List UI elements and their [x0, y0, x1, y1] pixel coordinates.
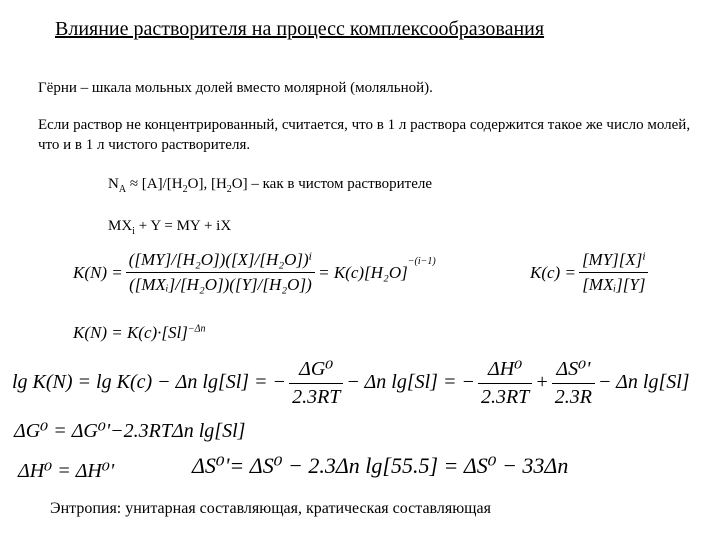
na-text-1: ≈ [A]/[H	[126, 176, 183, 192]
kc-denominator: [MXᵢ][Y]	[579, 272, 648, 295]
na-symbol: N	[108, 176, 119, 192]
kn-lhs: K(N) =	[73, 262, 123, 282]
lg-fraction-3	[552, 356, 595, 409]
reaction-left: MX	[108, 218, 133, 234]
lg-f3-numerator: ΔS⁰'	[556, 358, 591, 380]
kc-numerator: [MY][X]ⁱ	[581, 250, 646, 269]
h2o-subscript-2: 2	[226, 184, 232, 195]
kn-sl-exponent: −Δn	[187, 323, 206, 335]
kc-fraction	[579, 250, 649, 295]
kn-exponent: −(i−1)	[407, 256, 436, 267]
reaction-subscript: i	[132, 226, 135, 237]
lg-part-3: +	[535, 371, 549, 393]
kc-equation	[530, 250, 652, 295]
kn-rhs: = K(c)[H₂O]	[318, 262, 408, 282]
lg-part-1: lg K(N) = lg K(c) − Δn lg[Sl] = −	[12, 371, 287, 393]
delta-s-equation: ΔS⁰'= ΔS⁰ − 2.3Δn lg[55.5] = ΔS⁰ − 33Δn	[192, 453, 569, 478]
h2o-subscript-1: 2	[182, 184, 188, 195]
lg-f2-numerator: ΔH⁰	[488, 358, 523, 380]
lg-f3-denominator: 2.3R	[552, 383, 595, 409]
kn-fraction	[126, 250, 315, 295]
lg-f1-numerator: ΔG⁰	[299, 358, 334, 380]
lg-equation	[12, 356, 690, 409]
lg-f1-denominator: 2.3RT	[289, 383, 343, 409]
lg-f2-denominator: 2.3RT	[478, 383, 532, 409]
reaction-equation	[108, 218, 231, 237]
page-title: Влияние растворителя на процесс комплексообразования	[55, 18, 545, 40]
delta-h-equation: ΔH⁰ = ΔH⁰'	[18, 460, 115, 482]
reaction-right: + Y = MY + iX	[134, 218, 232, 234]
entropy-footer: Энтропия: унитарная составляющая, кратическая составляющая	[50, 500, 491, 517]
na-text-2: O], [H	[187, 176, 227, 192]
kn-sl-text: K(N) = K(c)·[Sl]	[73, 323, 188, 342]
lg-fraction-2	[478, 356, 532, 409]
na-text-3: O] – как в чистом растворителе	[231, 176, 432, 192]
na-subscript: A	[118, 184, 127, 195]
kn-fraction-equation	[73, 250, 436, 295]
mole-fraction-line	[108, 176, 432, 195]
lg-fraction-1	[289, 356, 343, 409]
kn-denominator: ([MXᵢ]/[H₂O])([Y]/[H₂O])	[126, 272, 315, 295]
kn-sl-equation	[73, 323, 206, 343]
gurney-scale-line: Гёрни – шкала мольных долей вместо молярной (моляльной).	[38, 80, 433, 96]
kc-lhs: K(c) =	[530, 262, 576, 282]
kn-numerator: ([MY]/[H₂O])([X]/[H₂O])ⁱ	[128, 250, 313, 269]
lg-part-4: − Δn lg[Sl]	[598, 371, 690, 393]
delta-g-equation: ΔG⁰ = ΔG⁰'−2.3RTΔn lg[Sl]	[14, 420, 246, 442]
lg-part-2: − Δn lg[Sl] = −	[346, 371, 475, 393]
dilute-solution-paragraph: Если раствор не концентрированный, считается, что в 1 л раствора содержится такое же число молей, что и в 1 л чистого растворителя.	[38, 117, 691, 153]
